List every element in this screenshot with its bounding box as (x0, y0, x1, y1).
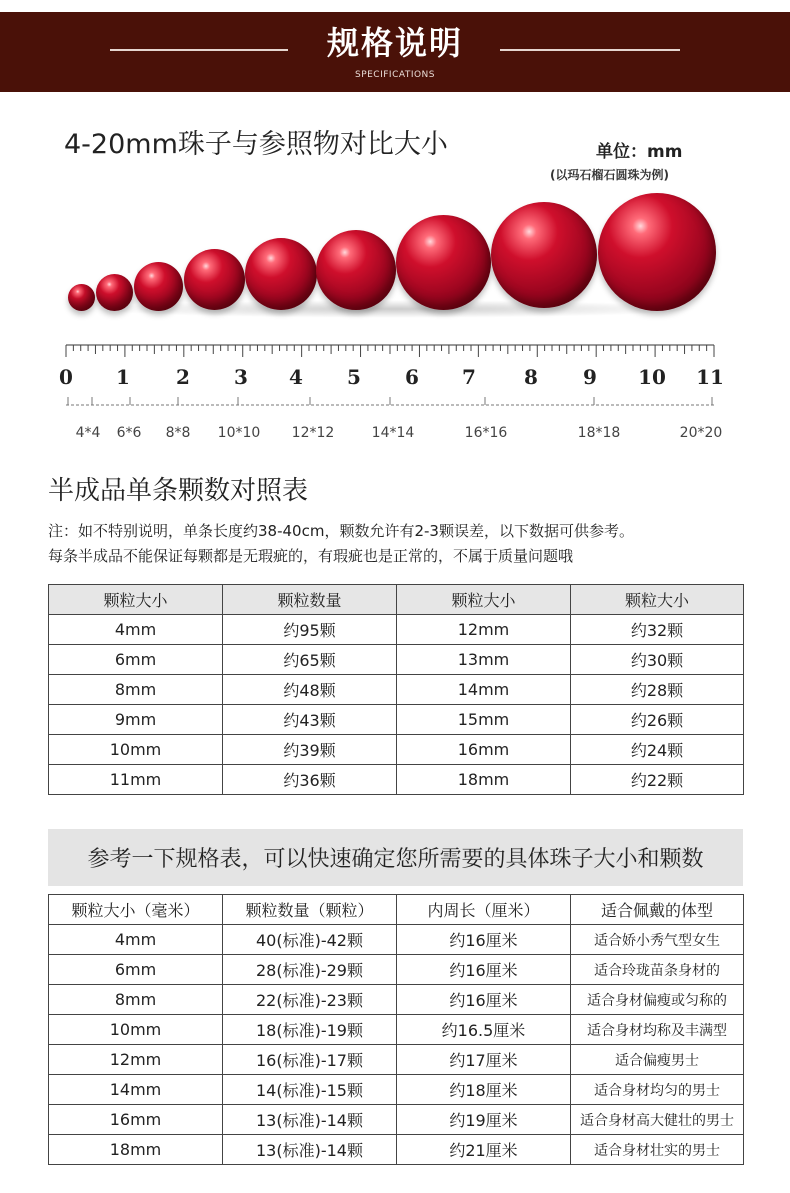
table-cell: 22(标准)-23颗 (223, 985, 397, 1015)
ruler-number: 2 (176, 365, 190, 389)
table-cell: 约16.5厘米 (397, 1015, 571, 1045)
table-cell: 14mm (49, 1075, 223, 1105)
table-row (49, 925, 744, 955)
table-cell: 约65颗 (223, 645, 397, 675)
table-cell: 16(标准)-17颗 (223, 1045, 397, 1075)
table-row (49, 1135, 744, 1165)
bead-size-label: 10*10 (217, 425, 261, 441)
bead-18mm (491, 202, 597, 308)
table-cell: 18mm (397, 765, 571, 795)
table-row (49, 1045, 744, 1075)
page-subtitle: SPECIFICATIONS (354, 70, 436, 80)
table-row (49, 705, 744, 735)
table-cell: 18(标准)-19颗 (223, 1015, 397, 1045)
table-cell: 10mm (49, 735, 223, 765)
table-cell: 28(标准)-29颗 (223, 955, 397, 985)
ruler-number: 7 (462, 365, 476, 389)
table-cell: 4mm (49, 615, 223, 645)
header-cell: 颗粒大小 (49, 585, 223, 615)
table-cell: 约16厘米 (397, 985, 571, 1015)
spec-banner (48, 829, 743, 886)
table-cell: 4mm (49, 925, 223, 955)
table-cell: 约36颗 (223, 765, 397, 795)
table-header-row (49, 895, 744, 925)
table-row (49, 615, 744, 645)
table-cell: 适合身材均称及丰满型 (571, 1015, 744, 1045)
table-cell: 约28颗 (571, 675, 744, 705)
note-line-1: 注：如不特别说明，单条长度约38-40cm，颗数允许有2-3颗误差，以下数据可供参考。 (48, 522, 634, 540)
bead-size-label: 8*8 (165, 425, 191, 441)
table-cell: 11mm (49, 765, 223, 795)
table-cell: 约19厘米 (397, 1105, 571, 1135)
bead-6mm (96, 274, 133, 311)
header-banner (0, 12, 790, 92)
table-cell: 13(标准)-14颗 (223, 1135, 397, 1165)
table-cell: 约30颗 (571, 645, 744, 675)
bead-14mm (316, 230, 396, 310)
table-cell: 18mm (49, 1135, 223, 1165)
ruler-number: 0 (59, 365, 73, 389)
half-product-table (48, 584, 744, 795)
table-cell: 适合身材壮实的男士 (571, 1135, 744, 1165)
ruler-number: 4 (289, 365, 303, 389)
table-row (49, 1075, 744, 1105)
table-row (49, 645, 744, 675)
ruler-number: 8 (524, 365, 538, 389)
bead-comparison-image (0, 180, 790, 330)
ruler-number: 3 (234, 365, 248, 389)
table-cell: 适合身材偏瘦或匀称的 (571, 985, 744, 1015)
ruler-number: 1 (116, 365, 130, 389)
table-cell: 约32颗 (571, 615, 744, 645)
table-cell: 10mm (49, 1015, 223, 1045)
spec-banner-text: 参考一下规格表，可以快速确定您所需要的具体珠子大小和颗数 (87, 847, 704, 872)
table-cell: 约17厘米 (397, 1045, 571, 1075)
bead-size-label: 12*12 (291, 425, 335, 441)
header-cell: 颗粒数量（颗粒） (223, 895, 397, 925)
bead-12mm (245, 238, 317, 310)
spec-table (48, 894, 744, 1165)
header-cell: 颗粒大小 (397, 585, 571, 615)
table-cell: 40(标准)-42颗 (223, 925, 397, 955)
bead-20mm (598, 193, 716, 311)
note-line-2: 每条半成品不能保证每颗都是无瑕疵的，有瑕疵也是正常的，不属于质量问题哦 (48, 547, 574, 565)
table-cell: 16mm (49, 1105, 223, 1135)
table-cell: 约43颗 (223, 705, 397, 735)
table-header-row (49, 585, 744, 615)
page-title: 规格说明 (326, 24, 463, 62)
header-cell: 颗粒大小 (571, 585, 744, 615)
table-cell: 约22颗 (571, 765, 744, 795)
table-cell: 8mm (49, 675, 223, 705)
table-cell: 适合偏瘦男士 (571, 1045, 744, 1075)
bead-16mm (396, 215, 491, 310)
table-cell: 12mm (49, 1045, 223, 1075)
table-cell: 适合娇小秀气型女生 (571, 925, 744, 955)
table-cell: 约21厘米 (397, 1135, 571, 1165)
table-cell: 13(标准)-14颗 (223, 1105, 397, 1135)
table-cell: 16mm (397, 735, 571, 765)
table-cell: 适合身材高大健壮的男士 (571, 1105, 744, 1135)
bead-4mm (68, 284, 95, 311)
ruler-number: 11 (696, 365, 724, 389)
unit-label: 单位：mm (596, 142, 683, 162)
ruler-number: 9 (583, 365, 597, 389)
bead-size-label: 14*14 (371, 425, 415, 441)
table-cell: 9mm (49, 705, 223, 735)
bead-8mm (134, 262, 183, 311)
table-cell: 6mm (49, 645, 223, 675)
table-cell: 适合身材均匀的男士 (571, 1075, 744, 1105)
table-cell: 12mm (397, 615, 571, 645)
header-cell: 颗粒大小（毫米） (49, 895, 223, 925)
bead-size-label: 16*16 (464, 425, 508, 441)
table-cell: 约26颗 (571, 705, 744, 735)
table-cell: 14mm (397, 675, 571, 705)
comparison-title: 4-20mm珠子与参照物对比大小 (64, 129, 448, 160)
table-row (49, 985, 744, 1015)
table-cell: 约95颗 (223, 615, 397, 645)
half-product-title: 半成品单条颗数对照表 (48, 476, 309, 506)
table-row (49, 675, 744, 705)
bead-size-label: 20*20 (679, 425, 723, 441)
table-row (49, 765, 744, 795)
unit-note: (以玛石榴石圆珠为例) (550, 168, 669, 182)
table-cell: 8mm (49, 985, 223, 1015)
ruler (59, 335, 724, 445)
ruler-number: 5 (347, 365, 361, 389)
table-cell: 约24颗 (571, 735, 744, 765)
table-cell: 6mm (49, 955, 223, 985)
header-cell: 适合佩戴的体型 (571, 895, 744, 925)
table-cell: 14(标准)-15颗 (223, 1075, 397, 1105)
table-row (49, 955, 744, 985)
bead-10mm (184, 249, 245, 310)
header-cell: 内周长（厘米） (397, 895, 571, 925)
table-cell: 13mm (397, 645, 571, 675)
ruler-number: 10 (638, 365, 666, 389)
table-row (49, 1015, 744, 1045)
bead-size-label: 18*18 (577, 425, 621, 441)
table-row (49, 735, 744, 765)
table-cell: 约18厘米 (397, 1075, 571, 1105)
bead-size-label: 6*6 (116, 425, 142, 441)
header-cell: 颗粒数量 (223, 585, 397, 615)
table-cell: 15mm (397, 705, 571, 735)
table-cell: 适合玲珑苗条身材的 (571, 955, 744, 985)
bead-shadow (90, 300, 700, 318)
table-cell: 约16厘米 (397, 925, 571, 955)
bead-size-label: 4*4 (75, 425, 101, 441)
ruler-number: 6 (405, 365, 419, 389)
table-row (49, 1105, 744, 1135)
table-cell: 约16厘米 (397, 955, 571, 985)
table-cell: 约39颗 (223, 735, 397, 765)
table-cell: 约48颗 (223, 675, 397, 705)
